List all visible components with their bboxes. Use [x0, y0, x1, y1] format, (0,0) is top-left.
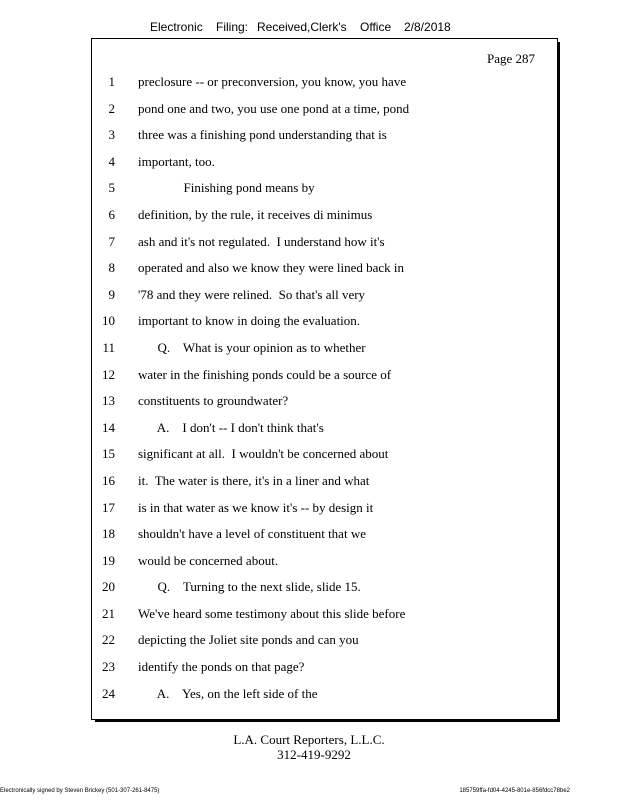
- line-text: important, too.: [138, 153, 215, 169]
- transcript-lines: [92, 73, 557, 711]
- line-text: Q. What is your opinion as to whether: [138, 339, 366, 355]
- line-number: 2: [108, 100, 115, 116]
- line-number: 3: [108, 127, 115, 143]
- transcript-line: [92, 286, 557, 313]
- transcript-line: [92, 100, 557, 127]
- line-text: identify the ponds on that page?: [138, 659, 305, 675]
- line-number: 22: [102, 632, 115, 648]
- transcript-line: [92, 153, 557, 180]
- line-number: 5: [108, 180, 115, 196]
- line-text: constituents to groundwater?: [138, 393, 289, 409]
- line-number: 16: [102, 472, 115, 488]
- transcript-line: [92, 578, 557, 605]
- line-number: 12: [102, 366, 115, 382]
- transcript-line: [92, 552, 557, 579]
- line-number: 19: [102, 552, 115, 568]
- line-text: Finishing pond means by: [138, 180, 315, 196]
- transcript-line: [92, 685, 557, 712]
- line-number: 18: [102, 526, 115, 542]
- line-text: Q. Turning to the next slide, slide 15.: [138, 579, 361, 595]
- line-text: significant at all. I wouldn't be concerned about: [138, 446, 389, 462]
- transcript-line: [92, 472, 557, 499]
- line-text: operated and also we know they were lined back in: [138, 260, 405, 276]
- line-text: would be concerned about.: [138, 552, 279, 568]
- line-number: 14: [102, 419, 115, 435]
- line-text: important to know in doing the evaluation.: [138, 313, 361, 329]
- line-text: A. Yes, on the left side of the: [138, 685, 318, 701]
- line-number: 7: [108, 233, 115, 249]
- transcript-line: [92, 419, 557, 446]
- transcript-line: [92, 179, 557, 206]
- electronic-filing-header: [150, 20, 470, 36]
- transcript-line: [92, 605, 557, 632]
- line-number: 10: [102, 313, 115, 329]
- header-date: 2/8/2018: [404, 20, 451, 34]
- line-number: 9: [108, 286, 115, 302]
- line-text: shouldn't have a level of constituent that we: [138, 526, 366, 542]
- transcript-line: [92, 366, 557, 393]
- transcript-line: [92, 631, 557, 658]
- header-filing: Filing:: [216, 20, 249, 34]
- line-number: 17: [102, 499, 115, 515]
- transcript-line: [92, 206, 557, 233]
- transcript-line: [92, 525, 557, 552]
- line-text: is in that water as we know it's -- by design it: [138, 499, 374, 515]
- line-text: depicting the Joliet site ponds and can you: [138, 632, 359, 648]
- line-number: 6: [108, 206, 115, 222]
- transcript-line: [92, 126, 557, 153]
- line-text: definition, by the rule, it receives di minimus: [138, 206, 373, 222]
- transcript-line: [92, 445, 557, 472]
- line-text: preclosure -- or preconversion, you know, you have: [138, 74, 407, 89]
- line-number: 20: [102, 579, 115, 595]
- line-number: 11: [102, 339, 115, 355]
- transcript-page: [91, 38, 558, 720]
- line-text: We've heard some testimony about this slide before: [138, 605, 406, 621]
- transcript-line: [92, 392, 557, 419]
- transcript-line: [92, 658, 557, 685]
- line-text: it. The water is there, it's in a liner and what: [138, 472, 370, 488]
- transcript-line: [92, 233, 557, 260]
- line-text: water in the finishing ponds could be a source of: [138, 366, 392, 382]
- transcript-line: [92, 259, 557, 286]
- line-number: 1: [108, 74, 115, 89]
- line-number: 4: [108, 153, 115, 169]
- footer-phone: 312-419-9292: [277, 747, 351, 762]
- line-number: 21: [102, 605, 115, 621]
- transcript-line: [92, 499, 557, 526]
- line-number: 24: [102, 685, 115, 701]
- page-number: Page 287: [486, 51, 535, 66]
- transcript-line: [92, 312, 557, 339]
- transcript-line: [92, 339, 557, 366]
- line-number: 13: [102, 393, 115, 409]
- header-received: Received,Clerk's: [257, 20, 347, 34]
- footer-firm-name: L.A. Court Reporters, L.L.C.: [233, 732, 385, 747]
- header-office: Office: [360, 20, 392, 34]
- line-text: pond one and two, you use one pond at a time, pond: [138, 100, 410, 116]
- line-text: '78 and they were relined. So that's all very: [138, 286, 366, 302]
- electronic-signature: Electronically signed by Steven Brickey (501-307-261-8475): [0, 788, 160, 794]
- line-text: three was a finishing pond understanding that is: [138, 127, 387, 143]
- line-text: A. I don't -- I don't think that's: [138, 419, 324, 435]
- transcript-line: [92, 73, 557, 100]
- line-text: ash and it's not regulated. I understand how it's: [138, 233, 385, 249]
- line-number: 15: [102, 446, 115, 462]
- line-number: 23: [102, 659, 115, 675]
- header-electronic: Electronic: [150, 20, 203, 34]
- document-id: 185759ffa-fd04-4245-801e-856fdcc78be2: [459, 788, 570, 794]
- line-number: 8: [108, 260, 115, 276]
